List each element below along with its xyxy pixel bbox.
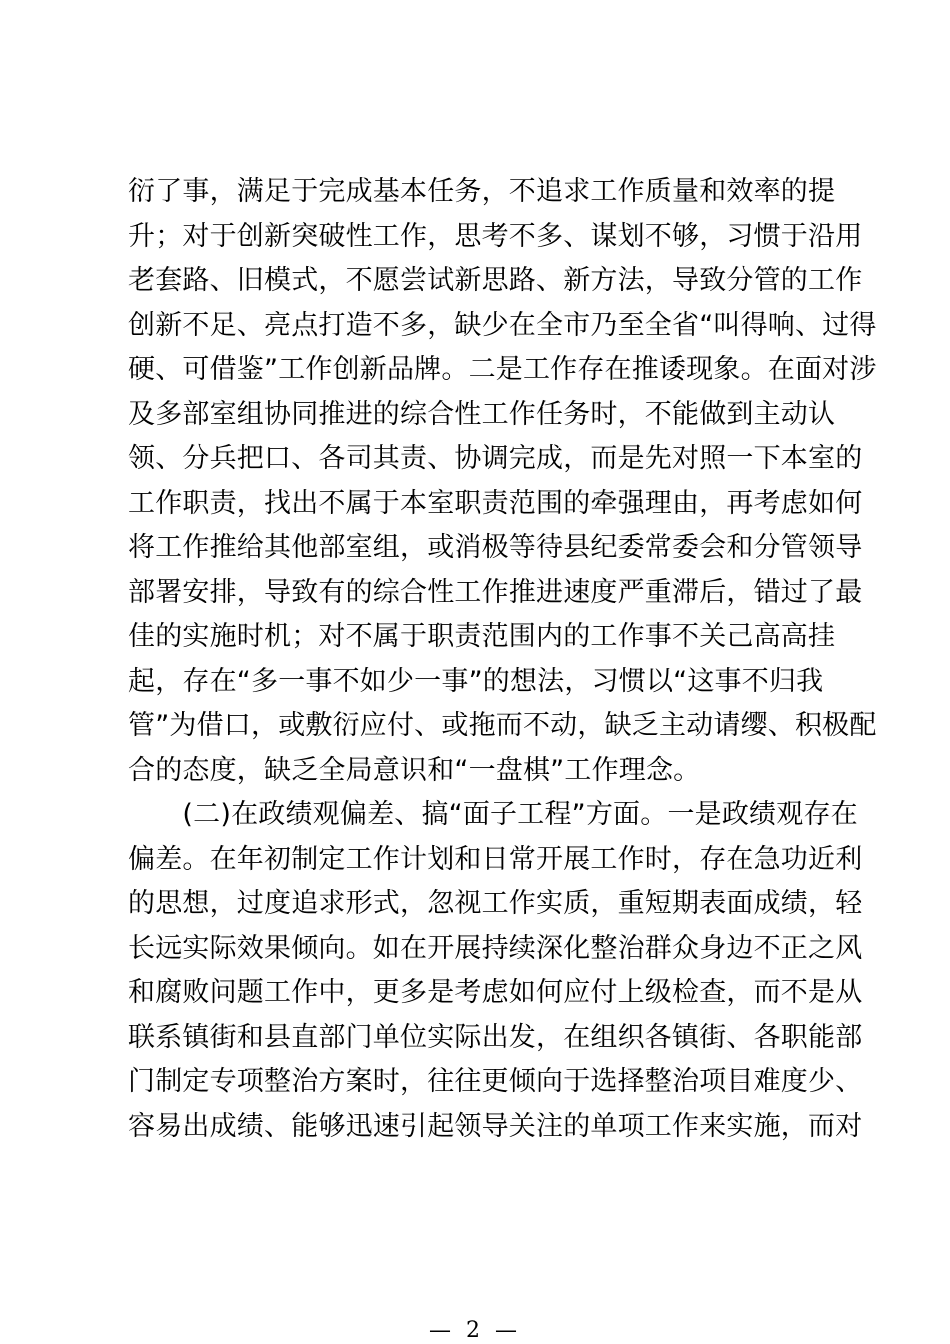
text-line: 升；对于创新突破性工作，思考不多、谋划不够，习惯于沿用 [128,220,863,252]
text-line: 合的态度，缺乏全局意识和“一盘棋”工作理念。 [128,754,701,786]
text-line: 佳的实施时机；对不属于职责范围内的工作事不关己高高挂 [128,621,836,652]
text-line: 起，存在“多一事不如少一事”的想法，习惯以“这事不归我 [128,665,824,697]
page-number: — 2 — [429,1318,521,1343]
text-line: 和腐败问题工作中，更多是考虑如何应付上级检查，而不是从 [128,977,863,1008]
text-line: 硬、可借鉴”工作创新品牌。二是工作存在推诿现象。在面对涉 [128,354,877,385]
text-line: 及多部室组协同推进的综合性工作任务时，不能做到主动认 [128,398,836,430]
text-line: 领、分兵把口、各司其责、协调完成，而是先对照一下本室的 [128,443,863,474]
text-line: 老套路、旧模式，不愿尝试新思路、新方法，导致分管的工作 [128,265,863,296]
text-line: 将工作推给其他部室组，或消极等待县纪委常委会和分管领导 [128,532,863,563]
text-line: 联系镇街和县直部门单位实际出发，在组织各镇街、各职能部 [128,1021,863,1053]
text-line: 的思想，过度追求形式，忽视工作实质，重短期表面成绩，轻 [128,888,863,919]
text-line: 部署安排，导致有的综合性工作推进速度严重滞后，错过了最 [128,576,863,608]
text-line: 管”为借口，或敷衍应付、或拖而不动，缺乏主动请缨、积极配 [128,710,877,741]
text-line: 工作职责，找出不属于本室职责范围的牵强理由，再考虑如何 [128,487,863,519]
text-line: 长远实际效果倾向。如在开展持续深化整治群众身边不正之风 [128,932,863,964]
text-line: 创新不足、亮点打造不多，缺少在全市乃至全省“叫得响、过得 [128,309,877,341]
text-line: 容易出成绩、能够迅速引起领导关注的单项工作来实施，而对 [128,1110,863,1142]
body-text [128,170,877,1149]
text-line: 偏差。在年初制定工作计划和日常开展工作时，存在急功近利 [128,843,863,875]
text-line: 衍了事，满足于完成基本任务，不追求工作质量和效率的提 [128,176,836,207]
section-heading-line: (二)在政绩观偏差、搞“面子工程”方面。一是政绩观存在 [128,799,858,830]
text-line: 门制定专项整治方案时，往往更倾向于选择整治项目难度少、 [128,1066,863,1097]
